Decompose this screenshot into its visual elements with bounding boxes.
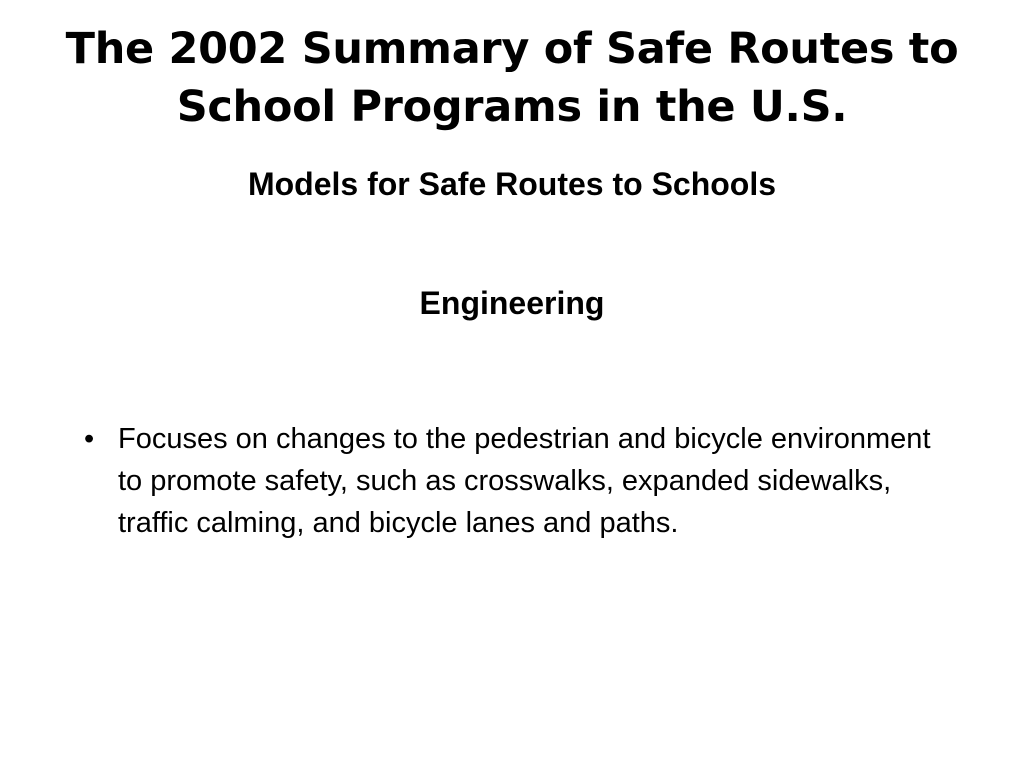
bullet-text: Focuses on changes to the pedestrian and bicycle environment to promote safety, such as crosswalks, expanded sidewalks, traffic calming, and bicycle lanes and paths. [118, 423, 931, 539]
slide-title: The 2002 Summary of Safe Routes to School Programs in the U.S. [65, 24, 959, 132]
bullet-item [78, 418, 958, 544]
bullet-list [78, 418, 958, 544]
bullet-marker: • [84, 423, 95, 455]
section-heading: Engineering [419, 285, 605, 321]
slide-subtitle: Models for Safe Routes to Schools [247, 166, 777, 202]
